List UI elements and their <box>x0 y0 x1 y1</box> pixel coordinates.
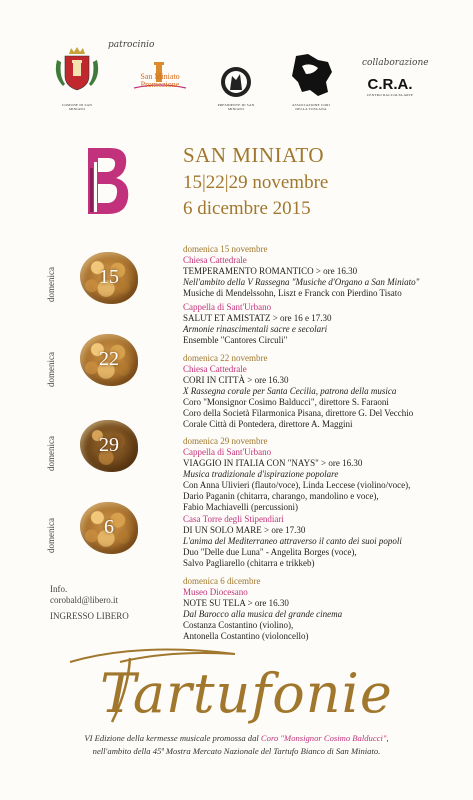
side-label-4: domenica <box>46 518 56 553</box>
cra-logo <box>360 76 420 97</box>
event-line: VIAGGIO IN ITALIA CON "NAYS" > ore 16.30 <box>183 458 363 468</box>
truffle-image-6 <box>80 502 138 554</box>
event-place: Casa Torre degli Stipendiari <box>183 514 284 524</box>
event-date: domenica 15 novembre <box>183 244 268 254</box>
event-line: Musica tradizionale d'ispirazione popolare <box>183 469 339 479</box>
footer-text-a: VI Edizione della kermesse musicale promossa dal <box>84 733 261 743</box>
event-place: Chiesa Cattedrale <box>183 255 247 265</box>
collaborazione-label: collaborazione <box>362 58 429 68</box>
truffle-image-22 <box>80 334 138 386</box>
comune-caption: COMUNE DI SAN MINIATO <box>61 103 93 111</box>
promozione-logo <box>130 62 190 94</box>
event-line: CORI IN CITTÀ > ore 16.30 <box>183 375 289 385</box>
event-line: X Rassegna corale per Santa Cecilia, patrona della musica <box>183 386 397 396</box>
event-place: Cappella di Sant'Urbano <box>183 302 272 312</box>
event-line: Coro "Monsignor Cosimo Balducci", direttore S. Faraoni <box>183 397 389 407</box>
cori-toscana-logo <box>288 52 334 111</box>
presidente-caption: PRESIDENTE DI SAN MINIATO <box>217 103 255 111</box>
coat-of-arms-icon <box>55 46 99 98</box>
tuscany-map-icon <box>288 52 334 98</box>
event-line: Coro della Società Filarmonica Pisana, direttore G. Del Vecchio <box>183 408 414 418</box>
event-line: NOTE SU TELA > ore 16.30 <box>183 598 289 608</box>
truffle-number: 6 <box>104 516 114 538</box>
side-label-1: domenica <box>46 267 56 302</box>
event-3 <box>183 353 468 430</box>
info-entry: INGRESSO LIBERO <box>50 611 129 621</box>
event-6 <box>183 576 468 642</box>
event-place: Chiesa Cattedrale <box>183 364 247 374</box>
b-logo <box>82 146 132 216</box>
event-line: Ensemble "Cantores Circuli" <box>183 335 288 345</box>
event-line: Salvo Pagliarello (chitarra e trikkeb) <box>183 558 315 568</box>
event-line: Nell'ambito della V Rassegna "Musiche d'Organo a San Miniato" <box>183 277 420 287</box>
info-email[interactable]: corobald@libero.it <box>50 595 119 605</box>
event-date: domenica 22 novembre <box>183 353 268 363</box>
event-line: Fabio Machiavelli (percussioni) <box>183 502 298 512</box>
event-line: Con Anna Ulivieri (flauto/voce), Linda Leccese (violino/voce), <box>183 480 411 490</box>
side-label-2: domenica <box>46 352 56 387</box>
truffle-image-15 <box>80 252 138 304</box>
event-4 <box>183 436 468 513</box>
info-label: Info. <box>50 584 68 594</box>
side-label-3: domenica <box>46 436 56 471</box>
truffle-number: 29 <box>99 434 119 456</box>
event-date: domenica 6 dicembre <box>183 576 261 586</box>
footer-line-1 <box>0 732 473 745</box>
truffle-number: 15 <box>99 266 119 288</box>
event-line: Duo "Delle due Luna" - Angelita Borges (voce), <box>183 547 357 557</box>
dates-line-1: 15|22|29 novembre <box>183 172 329 193</box>
patrocinio-label: patrocinio <box>108 40 155 50</box>
round-emblem-icon <box>214 66 258 98</box>
footer-note <box>0 732 473 758</box>
dates-line-2: 6 dicembre 2015 <box>183 198 311 219</box>
cra-text: C.R.A. <box>367 76 413 93</box>
event-line: Dal Barocco alla musica del grande cinema <box>183 609 343 619</box>
event-line: Costanza Costantino (violino), <box>183 620 294 630</box>
event-2 <box>183 302 468 346</box>
event-line: TEMPERAMENTO ROMANTICO > ore 16.30 <box>183 266 358 276</box>
event-line: Musiche di Mendelssohn, Liszt e Franck con Pierdino Tisato <box>183 288 402 298</box>
event-line: L'anima del Mediterraneo attraverso il canto dei suoi popoli <box>183 536 402 546</box>
truffle-number: 22 <box>99 348 119 370</box>
footer-text-c: , <box>386 733 389 743</box>
footer-line-2: nell'ambito della 45ª Mostra Mercato Nazionale del Tartufo Bianco di San Miniato. <box>92 746 381 756</box>
tartufonie-title <box>0 640 473 732</box>
event-line: DI UN SOLO MARE > ore 17.30 <box>183 525 306 535</box>
info-block <box>50 584 160 622</box>
cra-caption: CENTRO RACCOLTA ARTE <box>366 93 414 97</box>
script-title-text: Tartufonie <box>100 662 393 725</box>
event-line: Antonella Costantino (violoncello) <box>183 631 309 641</box>
promozione-text: San Miniato Promozione <box>140 72 180 89</box>
b-monogram-icon <box>82 146 132 216</box>
cori-toscana-caption: ASSOCIAZIONE CORI DELLA TOSCANA <box>291 103 331 111</box>
event-place: Cappella di Sant'Urbano <box>183 447 272 457</box>
event-line: Armonie rinascimentali sacre e secolari <box>183 324 328 334</box>
event-1 <box>183 244 468 299</box>
event-line: SALUT ET AMISTATZ > ore 16 e 17.30 <box>183 313 332 323</box>
event-date: domenica 29 novembre <box>183 436 268 446</box>
event-place: Museo Diocesano <box>183 587 248 597</box>
event-5 <box>183 514 468 569</box>
city-title: SAN MINIATO <box>183 143 325 167</box>
footer-choir-name: Coro "Monsignor Cosimo Balducci" <box>260 733 387 743</box>
presidente-logo <box>214 66 258 111</box>
comune-logo <box>55 46 99 111</box>
event-line: Corale Città di Pontedera, direttore A. Maggini <box>183 419 353 429</box>
event-line: Dario Paganin (chitarra, charango, mandolino e voce), <box>183 491 379 501</box>
truffle-image-29 <box>80 420 138 472</box>
